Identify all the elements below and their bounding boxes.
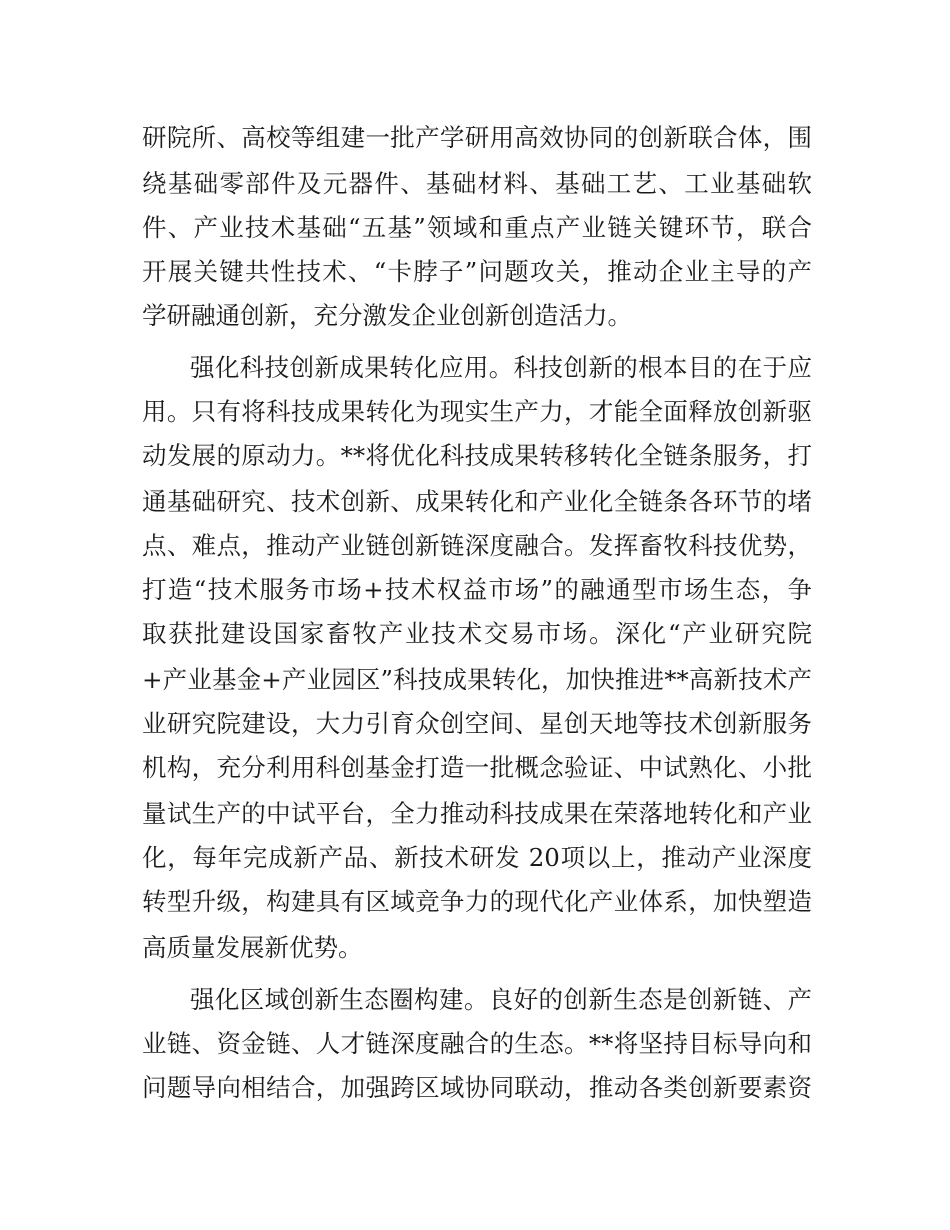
paragraph-2-line-7: 取获批建设国家畜牧产业技术交易市场。深化“产业研究院 bbox=[142, 619, 812, 648]
paragraph-1-line-3: 件、产业技术基础“五基”领域和重点产业链关键环节，联合 bbox=[142, 213, 812, 242]
paragraph-1-line-1: 研院所、高校等组建一批产学研用高效协同的创新联合体，围 bbox=[142, 123, 812, 152]
paragraph-2-line-5: 点、难点，推动产业链创新链深度融合。发挥畜牧科技优势， bbox=[142, 531, 812, 560]
paragraph-2-line-9: 业研究院建设，大力引育众创空间、星创天地等技术创新服务 bbox=[142, 709, 812, 738]
paragraph-2-line-8: +产业基金+产业园区”科技成果转化，加快推进**高新技术产 bbox=[142, 665, 812, 694]
paragraph-3-line-2: 业链、资金链、人才链深度融合的生态。**将坚持目标导向和 bbox=[142, 1029, 812, 1058]
paragraph-1-line-2: 绕基础零部件及元器件、基础材料、基础工艺、工业基础软 bbox=[142, 169, 812, 198]
paragraph-1-line-4: 开展关键共性技术、“卡脖子”问题攻关，推动企业主导的产 bbox=[142, 257, 812, 286]
paragraph-2-line-1: 强化科技创新成果转化应用。科技创新的根本目的在于应 bbox=[190, 353, 812, 382]
paragraph-2-line-4: 通基础研究、技术创新、成果转化和产业化全链条各环节的堵 bbox=[142, 487, 812, 516]
paragraph-2-line-3: 动发展的原动力。**将优化科技成果转移转化全链条服务，打 bbox=[142, 441, 812, 470]
paragraph-2-line-13: 转型升级，构建具有区域竞争力的现代化产业体系，加快塑造 bbox=[142, 887, 812, 916]
paragraph-1-line-5: 学研融通创新，充分激发企业创新创造活力。 bbox=[142, 301, 632, 330]
paragraph-2-line-12: 化，每年完成新产品、新技术研发 20项以上，推动产业深度 bbox=[142, 843, 812, 872]
paragraph-2-line-10: 机构，充分利用科创基金打造一批概念验证、中试熟化、小批 bbox=[142, 753, 812, 782]
paragraph-2-line-6: 打造“技术服务市场+技术权益市场”的融通型市场生态，争 bbox=[142, 575, 812, 604]
paragraph-2-line-14: 高质量发展新优势。 bbox=[142, 933, 363, 962]
paragraph-3-line-1: 强化区域创新生态圈构建。良好的创新生态是创新链、产 bbox=[190, 985, 812, 1014]
paragraph-2-line-2: 用。只有将科技成果转化为现实生产力，才能全面释放创新驱 bbox=[142, 397, 812, 426]
paragraph-3-line-3: 问题导向相结合，加强跨区域协同联动，推动各类创新要素资 bbox=[142, 1073, 812, 1102]
paragraph-2-line-11: 量试生产的中试平台，全力推动科技成果在荣落地转化和产业 bbox=[142, 799, 812, 828]
